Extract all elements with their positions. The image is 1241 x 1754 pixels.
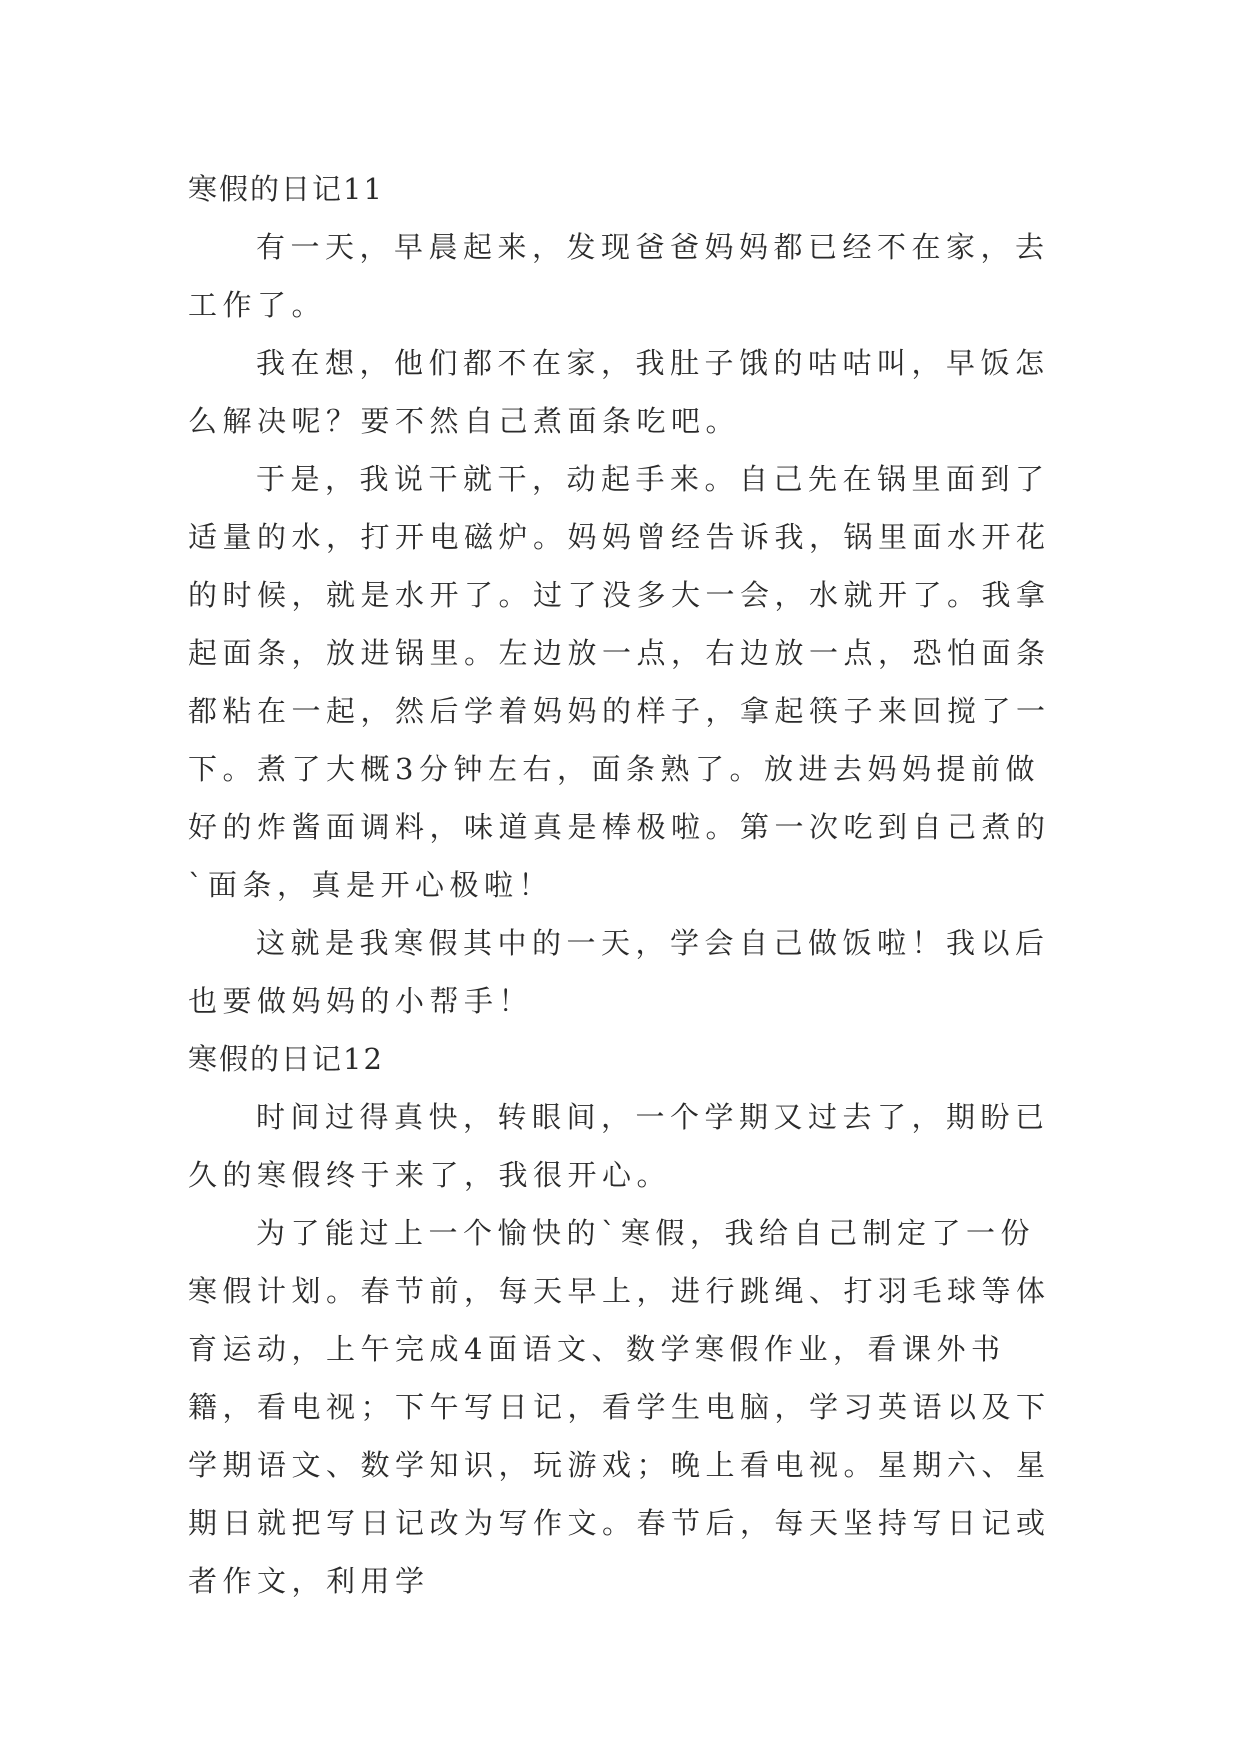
paragraph: 于是，我说干就干，动起手来。自己先在锅里面到了适量的水，打开电磁炉。妈妈曾经告诉我，锅里面水开花的时候，就是水开了。过了没多大一会，水就开了。我拿起面条，放进锅里。左边放一点，右边放一点，恐怕面条都粘在一起，然后学着妈妈的样子，拿起筷子来回搅了一下。煮了大概3分钟左右，面条熟了。放进去妈妈提前做好的炸酱面调料，味道真是棒极啦。第一次吃到自己煮的`面条，真是开心极啦！ — [188, 462, 1051, 902]
paragraph: 我在想，他们都不在家，我肚子饿的咕咕叫，早饭怎么解决呢？要不然自己煮面条吃吧。 — [188, 346, 1050, 438]
diary-entry-11 — [188, 160, 1058, 1030]
document-body — [188, 160, 1058, 1610]
entry-title: 寒假的日记11 — [188, 172, 384, 206]
paragraph: 为了能过上一个愉快的`寒假，我给自己制定了一份寒假计划。春节前，每天早上，进行跳绳、打羽毛球等体育运动，上午完成4面语文、数学寒假作业，看课外书籍，看电视；下午写日记，看学生电脑，学习英语以及下学期语文、数学知识，玩游戏；晚上看电视。星期六、星期日就把写日记改为写作文。春节后，每天坚持写日记或者作文，利用学 — [188, 1216, 1051, 1598]
paragraph: 有一天，早晨起来，发现爸爸妈妈都已经不在家，去工作了。 — [188, 230, 1050, 322]
paragraph: 这就是我寒假其中的一天，学会自己做饭啦！我以后也要做妈妈的小帮手！ — [188, 926, 1050, 1018]
paragraph: 时间过得真快，转眼间，一个学期又过去了，期盼已久的寒假终于来了，我很开心。 — [188, 1100, 1050, 1192]
entry-title: 寒假的日记12 — [188, 1042, 384, 1076]
diary-entry-12 — [188, 1030, 1058, 1610]
